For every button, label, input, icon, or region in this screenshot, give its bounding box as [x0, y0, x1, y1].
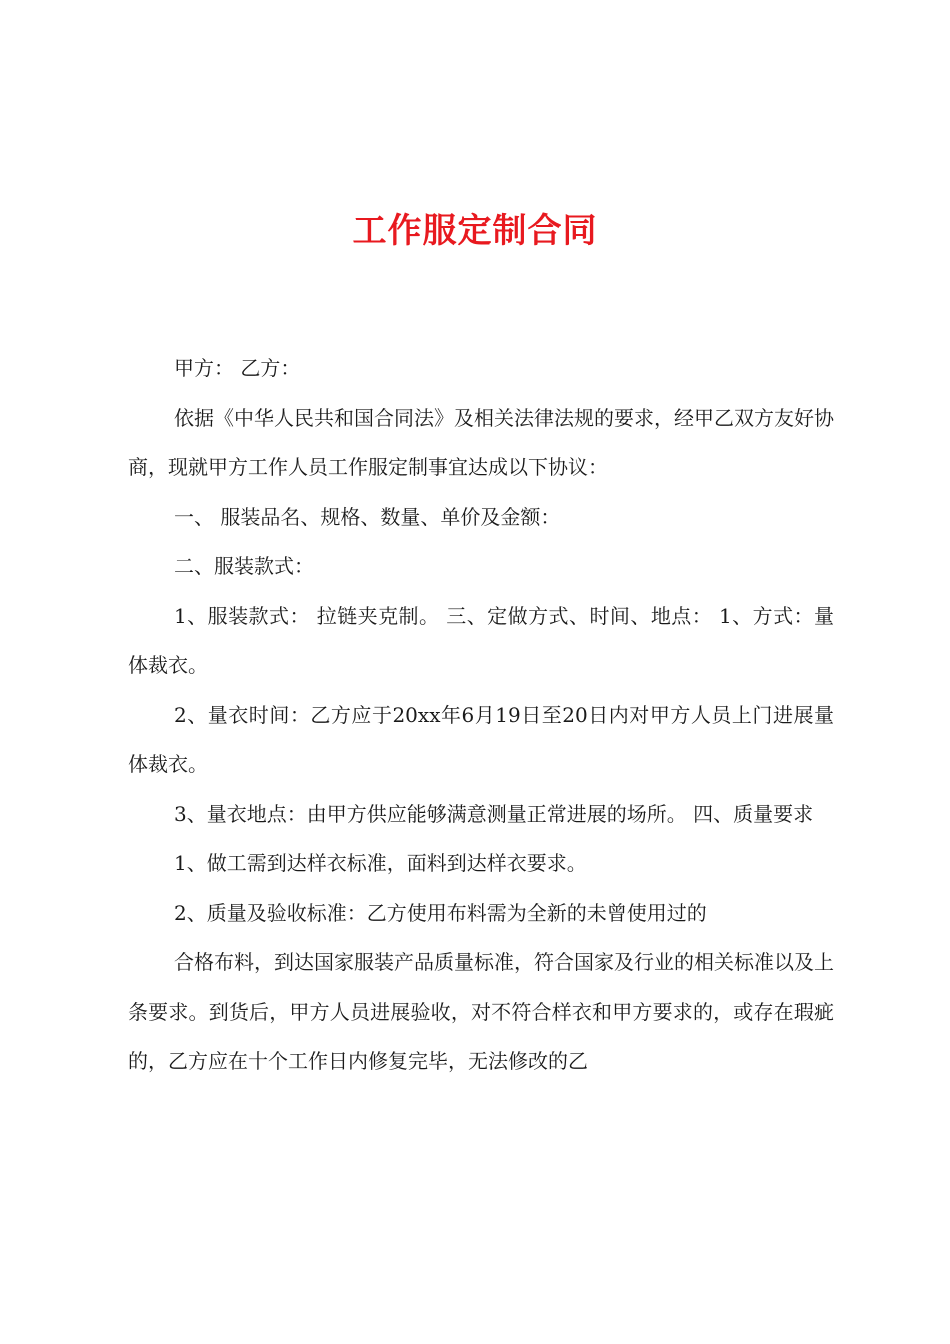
document-body: [128, 344, 834, 1087]
party-line: 甲方： 乙方：: [174, 356, 301, 380]
section-1-heading: 一、 服装品名、规格、数量、单价及金额：: [174, 504, 561, 529]
clause-measure-place: 3、量衣地点：由甲方供应能够满意测量正常进展的场所。 四、质量要求: [174, 801, 814, 826]
clause-quality-standard: 2、质量及验收标准：乙方使用布料需为全新的未曾使用过的: [174, 900, 707, 925]
clause-workmanship: 1、做工需到达样衣标准，面料到达样衣要求。: [174, 851, 587, 875]
clause-quality-continued: 合格布料，到达国家服装产品质量标准，符合国家及行业的相关标准以及上条要求。到货后，甲方人员进展验收，对不符合样衣和甲方要求的，或存在瑕疵的，乙方应在十个工作日内修复完毕，无法修改的乙: [128, 950, 834, 1073]
clause-style-method: 1、服装款式： 拉链夹克制。 三、定做方式、时间、地点： 1、方式：量体裁衣。: [128, 603, 834, 677]
clause-measure-time: 2、量衣时间：乙方应于20xx年6月19日至20日内对甲方人员上门进展量体裁衣。: [128, 702, 834, 776]
document-title: 工作服定制合同: [352, 211, 598, 251]
section-2-heading: 二、服装款式：: [174, 554, 314, 578]
preamble-paragraph: 依据《中华人民共和国合同法》及相关法律法规的要求，经甲乙双方友好协商，现就甲方工作人员工作服定制事宜达成以下协议：: [128, 405, 834, 479]
